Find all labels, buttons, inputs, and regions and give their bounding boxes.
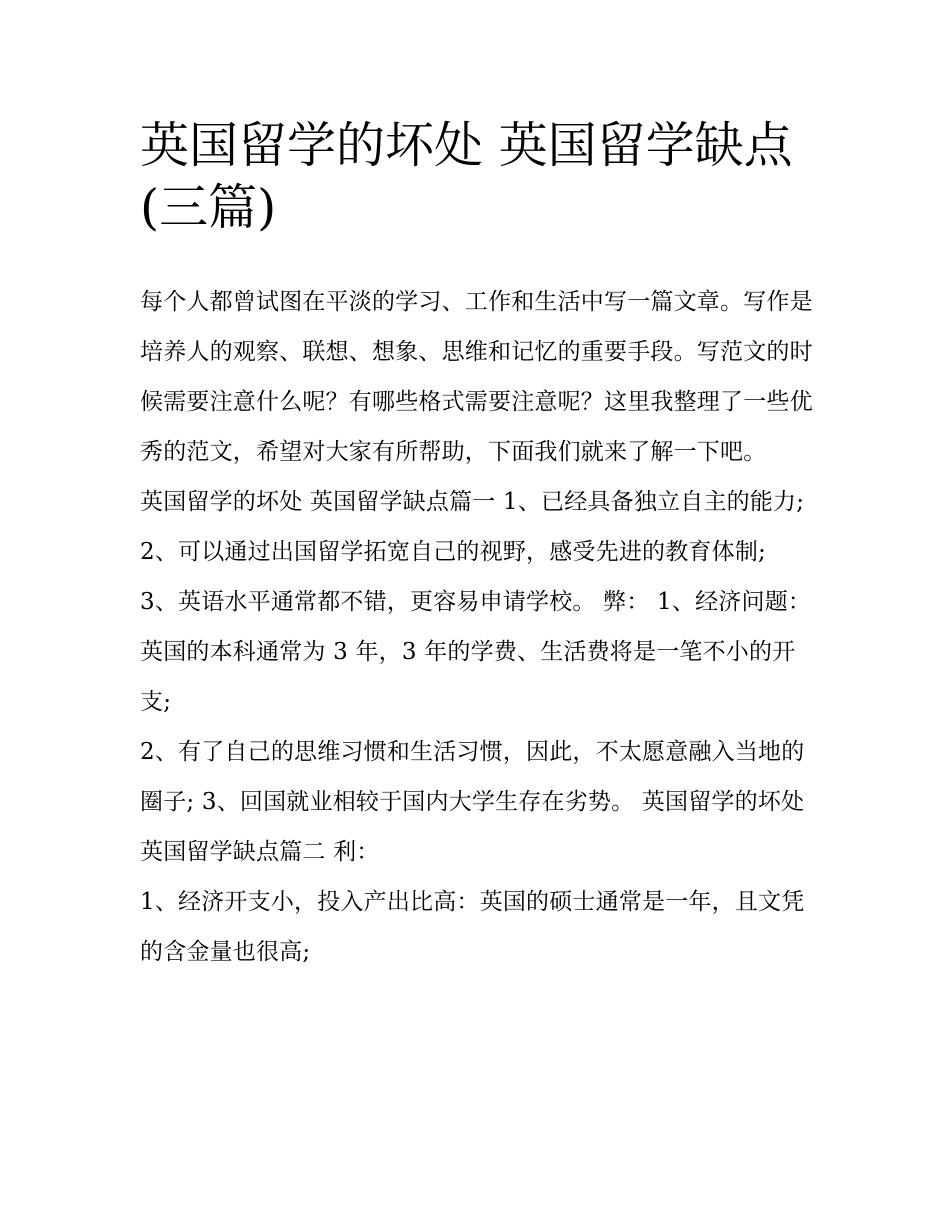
paragraph-english-level: 3、英语水平通常都不错，更容易申请学校。 弊： 1、经济问题：英国的本科通常为 3 年，3 年的学费、生活费将是一笔不小的开支; xyxy=(140,589,812,715)
paragraph-cost: 1、经济开支小，投入产出比高：英国的硕士通常是一年，且文凭的含金量也很高; xyxy=(140,889,805,965)
paragraph-intro: 每个人都曾试图在平淡的学习、工作和生活中写一篇文章。写作是培养人的观察、联想、想象、思维和记忆的重要手段。写范文的时候需要注意什么呢？有哪些格式需要注意呢？这里我整理了一些优秀的范文，希望对大家有所帮助，下面我们就来了解一下吧。 xyxy=(140,289,813,465)
paragraph-habits: 2、有了自己的思维习惯和生活习惯，因此，不太愿意融入当地的圈子; 3、回国就业相较于国内大学生存在劣势。 英国留学的坏处 英国留学缺点篇二 利： xyxy=(140,739,805,865)
document-title: 英国留学的坏处 英国留学缺点(三篇) xyxy=(140,117,793,236)
document-body xyxy=(140,277,820,977)
paragraph-part-one: 英国留学的坏处 英国留学缺点篇一 1、已经具备独立自主的能力; 2、可以通过出国留学拓宽自己的视野，感受先进的教育体制; xyxy=(140,489,805,565)
